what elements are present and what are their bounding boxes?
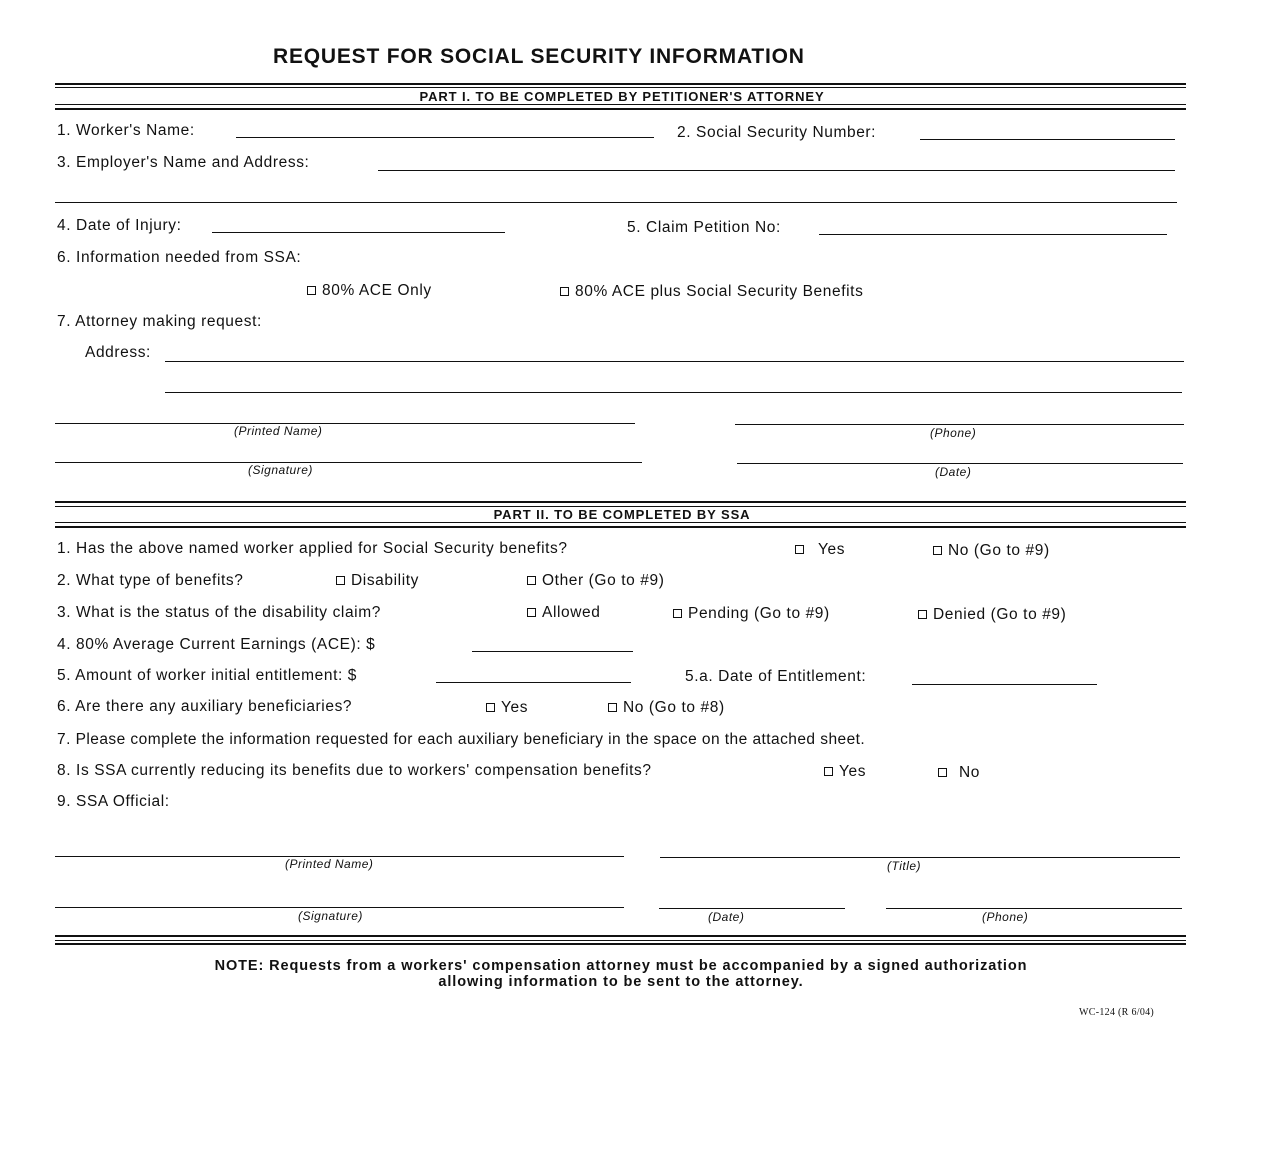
note-line-2: allowing information to be sent to the attorney. bbox=[438, 974, 804, 990]
denied-label: Denied (Go to #9) bbox=[933, 606, 1067, 623]
checkbox-icon[interactable] bbox=[918, 610, 927, 619]
divider bbox=[55, 935, 1186, 937]
ssa-date-field[interactable] bbox=[659, 908, 845, 909]
divider bbox=[55, 522, 1186, 523]
checkbox-icon[interactable] bbox=[486, 703, 495, 712]
employer-field-line2[interactable] bbox=[55, 202, 1177, 203]
checkbox-icon[interactable] bbox=[608, 703, 617, 712]
title-caption: (Title) bbox=[887, 859, 922, 873]
ace-plus-label: 80% ACE plus Social Security Benefits bbox=[575, 283, 864, 300]
auxiliary-question: 6. Are there any auxiliary beneficiaries? bbox=[57, 698, 353, 715]
ssa-signature-field[interactable] bbox=[55, 907, 624, 908]
ace-amount-field[interactable] bbox=[472, 651, 633, 652]
checkbox-icon[interactable] bbox=[307, 286, 316, 295]
printed-name-caption: (Printed Name) bbox=[285, 857, 374, 871]
employer-field[interactable] bbox=[378, 170, 1175, 171]
phone-caption: (Phone) bbox=[930, 426, 977, 440]
checkbox-icon[interactable] bbox=[560, 287, 569, 296]
checkbox-icon[interactable] bbox=[673, 609, 682, 618]
checkbox-icon[interactable] bbox=[795, 545, 804, 554]
signature-caption: (Signature) bbox=[298, 909, 363, 923]
printed-name-caption: (Printed Name) bbox=[234, 424, 323, 438]
disability-label: Disability bbox=[351, 572, 420, 589]
ssa-title-field[interactable] bbox=[660, 857, 1180, 858]
reducing-yes-label: Yes bbox=[839, 763, 867, 780]
ssn-label: 2. Social Security Number: bbox=[677, 124, 877, 141]
divider bbox=[55, 940, 1186, 941]
checkbox-icon[interactable] bbox=[938, 768, 947, 777]
address-field[interactable] bbox=[165, 361, 1184, 362]
reducing-no-label: No bbox=[959, 764, 981, 781]
info-needed-label: 6. Information needed from SSA: bbox=[57, 249, 302, 266]
divider bbox=[55, 87, 1186, 88]
checkbox-icon[interactable] bbox=[527, 576, 536, 585]
divider bbox=[55, 108, 1186, 110]
checkbox-icon[interactable] bbox=[527, 608, 536, 617]
form-number: WC-124 (R 6/04) bbox=[1079, 1007, 1155, 1018]
entitlement-date-label: 5.a. Date of Entitlement: bbox=[685, 668, 867, 685]
denied-option[interactable] bbox=[918, 607, 1066, 623]
ssn-field[interactable] bbox=[920, 139, 1175, 140]
applied-question: 1. Has the above named worker applied for Social Security benefits? bbox=[57, 540, 568, 557]
attorney-signature-field[interactable] bbox=[55, 462, 642, 463]
phone-caption: (Phone) bbox=[982, 910, 1029, 924]
checkbox-icon[interactable] bbox=[933, 546, 942, 555]
auxiliary-yes-label: Yes bbox=[501, 699, 529, 716]
pending-label: Pending (Go to #9) bbox=[688, 605, 830, 622]
checkbox-icon[interactable] bbox=[336, 576, 345, 585]
claim-petition-field[interactable] bbox=[819, 234, 1167, 235]
workers-name-label: 1. Worker's Name: bbox=[57, 122, 195, 139]
divider bbox=[55, 526, 1186, 528]
other-option[interactable] bbox=[527, 573, 664, 589]
ace-amount-label: 4. 80% Average Current Earnings (ACE): $ bbox=[57, 636, 376, 653]
applied-no-option[interactable] bbox=[933, 543, 1050, 559]
date-of-injury-field[interactable] bbox=[212, 232, 505, 233]
ssa-phone-field[interactable] bbox=[886, 908, 1182, 909]
date-of-injury-label: 4. Date of Injury: bbox=[57, 217, 182, 234]
part1-header: PART I. TO BE COMPLETED BY PETITIONER'S ATTORNEY bbox=[419, 89, 825, 104]
attorney-label: 7. Attorney making request: bbox=[57, 313, 262, 330]
reducing-yes-option[interactable] bbox=[824, 764, 866, 780]
entitlement-amount-label: 5. Amount of worker initial entitlement: $ bbox=[57, 667, 358, 684]
attorney-date-field[interactable] bbox=[737, 463, 1183, 464]
divider bbox=[55, 943, 1186, 945]
divider bbox=[55, 83, 1186, 85]
reducing-question: 8. Is SSA currently reducing its benefits due to workers' compensation benefits? bbox=[57, 762, 652, 779]
claim-petition-label: 5. Claim Petition No: bbox=[627, 219, 781, 236]
disability-option[interactable] bbox=[336, 573, 419, 589]
employer-label: 3. Employer's Name and Address: bbox=[57, 154, 310, 171]
divider bbox=[55, 104, 1186, 105]
applied-yes-label: Yes bbox=[818, 541, 846, 558]
form-title: REQUEST FOR SOCIAL SECURITY INFORMATION bbox=[273, 45, 805, 68]
allowed-option[interactable] bbox=[527, 605, 600, 621]
auxiliary-yes-option[interactable] bbox=[486, 700, 528, 716]
signature-caption: (Signature) bbox=[248, 463, 313, 477]
ace-plus-option[interactable] bbox=[560, 284, 863, 300]
reducing-no-option[interactable] bbox=[938, 765, 980, 781]
attorney-printed-name-field[interactable] bbox=[55, 423, 635, 424]
auxiliary-instructions: 7. Please complete the information requested for each auxiliary beneficiary in the space on the attached sheet. bbox=[57, 731, 866, 748]
note-line-1: NOTE: Requests from a workers' compensation attorney must be accompanied by a signed authorization bbox=[214, 958, 1028, 974]
checkbox-icon[interactable] bbox=[824, 767, 833, 776]
entitlement-date-field[interactable] bbox=[912, 684, 1097, 685]
applied-yes-option[interactable] bbox=[795, 542, 845, 558]
ace-only-option[interactable] bbox=[307, 283, 432, 299]
auxiliary-no-label: No (Go to #8) bbox=[623, 699, 725, 716]
address-field-line2[interactable] bbox=[165, 392, 1182, 393]
divider bbox=[55, 501, 1186, 503]
applied-no-label: No (Go to #9) bbox=[948, 542, 1050, 559]
benefit-type-question: 2. What type of benefits? bbox=[57, 572, 244, 589]
ssa-official-label: 9. SSA Official: bbox=[57, 793, 170, 810]
ace-only-label: 80% ACE Only bbox=[322, 282, 432, 299]
entitlement-amount-field[interactable] bbox=[436, 682, 631, 683]
date-caption: (Date) bbox=[935, 465, 972, 479]
allowed-label: Allowed bbox=[542, 604, 601, 621]
attorney-phone-field[interactable] bbox=[735, 424, 1184, 425]
auxiliary-no-option[interactable] bbox=[608, 700, 725, 716]
date-caption: (Date) bbox=[708, 910, 745, 924]
part2-header: PART II. TO BE COMPLETED BY SSA bbox=[493, 507, 751, 522]
pending-option[interactable] bbox=[673, 606, 830, 622]
claim-status-question: 3. What is the status of the disability claim? bbox=[57, 604, 381, 621]
workers-name-field[interactable] bbox=[236, 137, 654, 138]
other-label: Other (Go to #9) bbox=[542, 572, 665, 589]
address-label: Address: bbox=[85, 344, 151, 361]
